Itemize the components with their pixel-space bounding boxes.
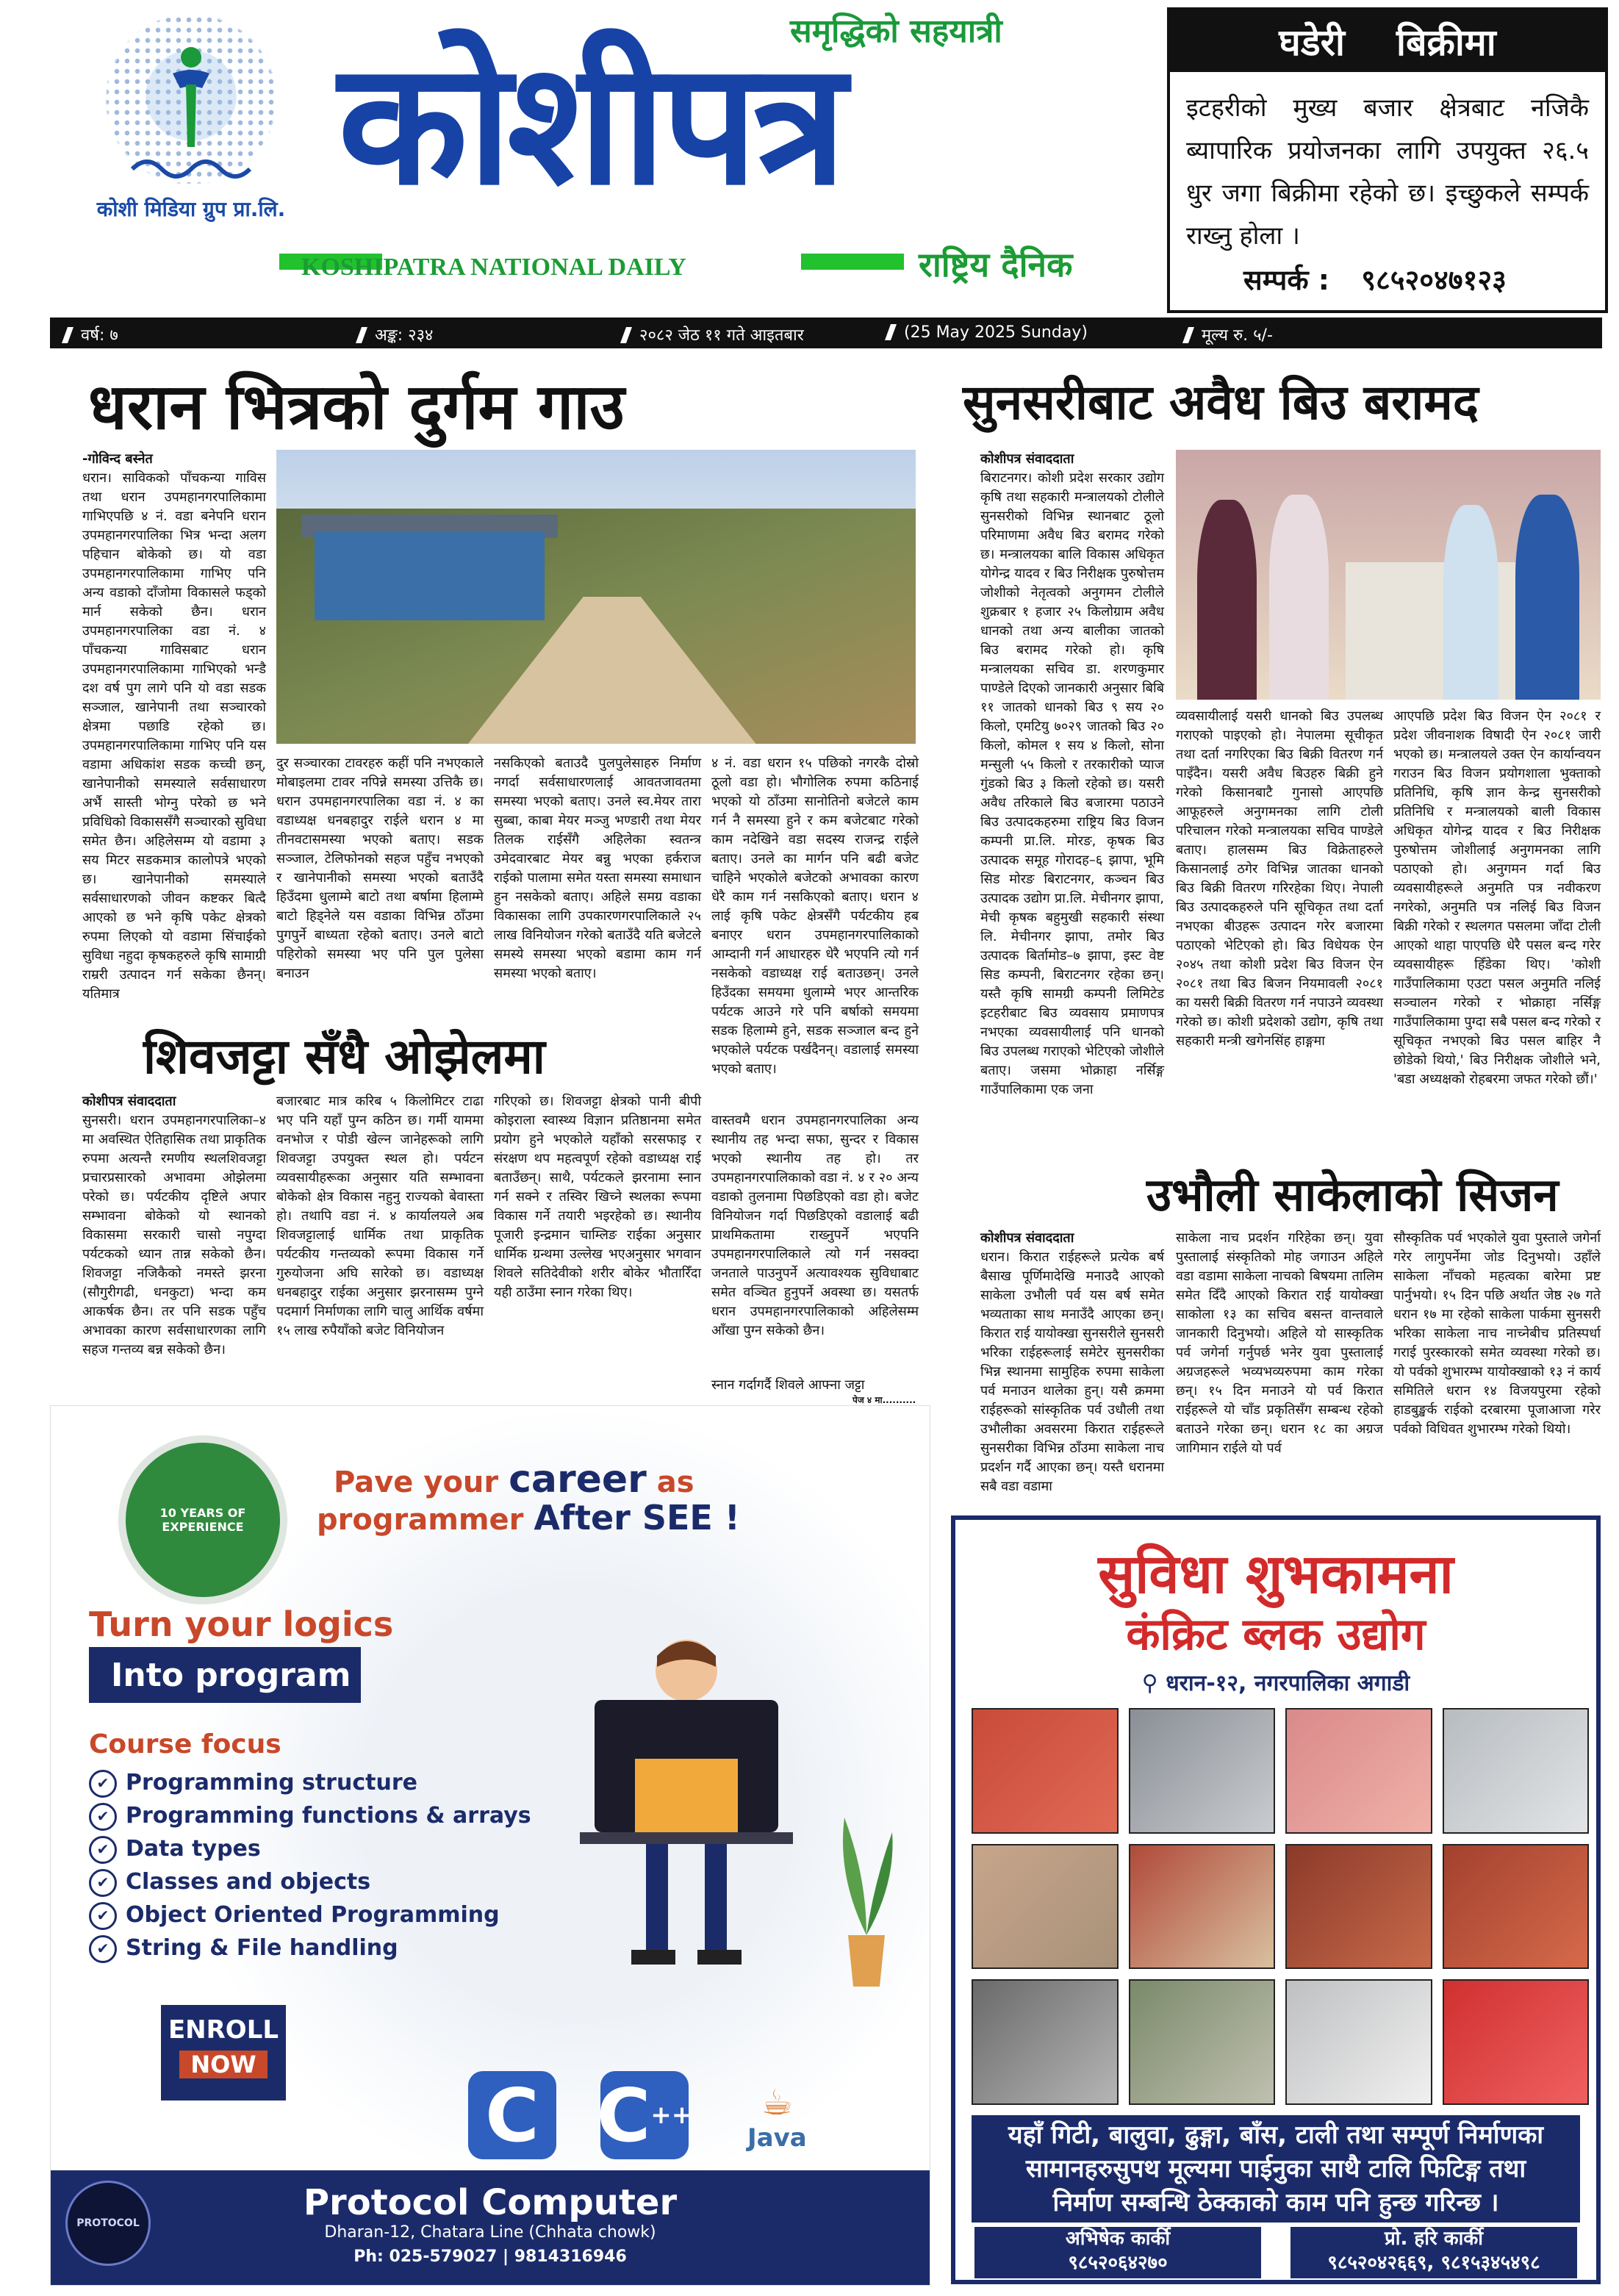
- protocol-logo: PROTOCOL: [65, 2181, 151, 2266]
- subtitle-nepali: राष्ट्रिय दैनिक: [919, 245, 1073, 284]
- logo-caption: कोशी मिडिया ग्रुप प्रा.लि.: [96, 197, 286, 221]
- story2-continuation-text: स्नान गर्दागर्दै शिवले आफ्ना जट्टा: [711, 1377, 865, 1393]
- plant-pot-icon: [830, 1803, 903, 1994]
- land-sale-ad: [1167, 7, 1608, 313]
- course-list: [89, 1766, 531, 1965]
- date-nepali: २०८२ जेठ ११ गते आइतबार: [623, 323, 804, 345]
- story2-byline: कोशीपत्र संवाददाता: [82, 1094, 176, 1109]
- product-photo: [972, 1708, 1119, 1834]
- product-photo: [1129, 1844, 1276, 1970]
- cpp-plus: ++: [650, 2101, 693, 2130]
- subtitle-english: KOSHIPATRA NATIONAL DAILY: [301, 254, 686, 281]
- story4-col1: धरान। किरात राईहरूले प्रत्येक बर्ष बैसाख पूर्णिमादेखि मनाउदै आएको साकेला उभौली पर्व यस बर्ष समेत भव्यताका साथ मनाउँदै आएका छन्। किरात राई यायोक्खा सुनसरीले सुनसरी भरिका राईहरूलाई समेटेर सुनसरीका भिन्न स्थानमा सामुहिक रुपमा साकेला पर्व मनाउन थालेका हुन्। यसै क्रममा राईहरूको सांस्कृतिक पर्व उधौली तथा उभौलीका अवसरमा किरात राईहरूले सुनसरीका विभिन्न ठाँउमा साकेला नाच प्रदर्शन गर्दै आएका छन्। यस्तै धरानमा सबै वडा वडामा: [980, 1249, 1164, 1494]
- issue-number: अङ्क: २३४: [359, 323, 433, 345]
- ad-right-title-1: सुविधा शुभकामना: [1098, 1543, 1454, 1606]
- ad-pave-text-1: Pave your: [334, 1466, 499, 1499]
- ad-turn-logics: Turn your logics: [89, 1604, 394, 1644]
- services-line-3: निर्माण सम्बन्धि ठेक्काको काम पनि हुन्छ गरिन्छ ।: [1052, 2188, 1499, 2217]
- cpp-language-icon: [596, 2071, 693, 2159]
- product-photo: [1443, 1708, 1590, 1834]
- contact-2-phone: ९८५२०४२६६९, ९८१५३४५४९८: [1327, 2252, 1540, 2274]
- cpp-letter: C: [596, 2072, 651, 2159]
- product-photo: [1129, 1708, 1276, 1834]
- masthead-tagline: समृद्धिको सहयात्री: [790, 12, 1002, 50]
- story4-col2: साकेला नाच प्रदर्शन गरिहेका छन्। युवा पुस्तालाई संस्कृतिको मोह जगाउन अहिले वडा वडामा साकेला नाचको बिषयमा तालिम समेत दिँदै आएको किरात राई यायोक्खा साकोला १३ का सचिव बसन्त वान्तवाले जानकारी दिनुभयो। अहिले यो सास्कृतिक पर्व जगेर्ना गर्नुपर्छ भनेर युवा पुस्तालाई अग्रजहरूले भव्यभव्यरुपमा काम गरेका छन्। १५ दिन मनाउने यो पर्व किरात राईहरूले यो चाँड प्रकृतिसँग सम्बन्ध रहेको बताउने गरेका छन्। धरान १८ का अग्रज जागिमान राईले यो पर्व: [1176, 1230, 1383, 1456]
- story1-col2: दुर सञ्चारका टावरहरु कहीं पनि नभएकाले मोबाइलमा टावर नपिन्ने समस्या उत्तिकै छ। धरान उपमहानगरपालिका वडा नं. ४ का वडाध्यक्ष धनबहादुर राईले धरान ४ मा तीनवटासमस्या भएको बताए। सडक सञ्जाल, टेलिफोनको सहज पहुँच नभएको र खानेपानीको समस्या भएको बताउँदै हिउँदमा धुलाम्मे बाटो तथा बर्षामा हिलाम्मे बाटो हिड्नेले यस वडाका विभिन्न ठाँउमा पुगपुर्ने बाध्यता रहेको बताए। उनले बाटो पहिरोको समस्या भए पनि पुल पुलेसा बनाउन: [276, 756, 484, 981]
- course-item: ✔ Classes and objects: [89, 1865, 531, 1898]
- story3-col3: आएपछि प्रदेश बिउ विजन ऐन २०८१ र प्रदेश जीवनाशक विषादी ऐन २०८१ जारी भएको छ। मन्त्रालयले उक्त ऐन कार्यान्वयन गराउन बिउ विजन प्रयोगशाला भुक्ताको प्रतिनिधि, कृषि ज्ञान केन्द्र सुनसरीको प्रतिनिधि र मन्त्रालयको बाली विकास अधिकृत योगेन्द्र यादव र बिउ निरीक्षक पुरुषोत्तम जोशीलाई अनुगमनका लागि पठाएको हो। अनुगमन गर्दा बिउ व्यवसायीहरूले अनुमति पत्र नवीकरण नगरेको, अनुमति पत्र नलिई बिउ विजन बिक्री गरेको र स्थलगत पसलमा जाँदा टोली आएको थाहा पाएपछि धेरै पसल बन्द गरेर व्यवसायीहरू हिँडेका थिए। 'कोशी गाउँपालिकामा एउटा पसल अनुमति नलिई सञ्चालन गरेको र भोक्राहा नर्सिङ्ग गाउँपालिकामा पुग्दा सबै पसल बन्द गरेको र सूचिकृत नभएको बिउ पसल बाहिर नै छोडेको थियो,' बिउ निरीक्षक जोशीले भने, 'बडा अध्यक्षको रोहबरमा जफत गरेको छौं।': [1393, 708, 1601, 1087]
- person-figure-icon: [165, 44, 217, 154]
- sale-contact-number: ९८५२०४७१२३: [1361, 264, 1507, 296]
- ad-right-services: [972, 2115, 1580, 2223]
- sale-heading-1: घडेरी: [1279, 21, 1345, 64]
- story1-photo-village-road: [276, 450, 916, 744]
- services-line-2: सामानहरुसुपथ मूल्यमा पाईनुका साथै टालि फिटिङ्ग तथा: [1025, 2154, 1526, 2184]
- ad-right-address: [955, 1667, 1596, 1697]
- ad-pave-text-3: as: [656, 1466, 694, 1499]
- java-language-icon: [747, 2082, 807, 2153]
- story1-headline: धरान भित्रको दुर्गम गाउ: [88, 370, 625, 444]
- product-photo: [1443, 1844, 1590, 1970]
- company-address: Dharan-12, Chatara Line (Chhata chowk): [324, 2223, 656, 2242]
- course-item: ✔ Programming structure: [89, 1766, 531, 1799]
- product-photo: [1285, 1708, 1432, 1834]
- story2-col4: वास्तवमै धरान उपमहानगरपालिका अन्य स्थानीय तह भन्दा सफा, सुन्दर र विकास भएको स्थानीय तह हो। तर उपमहानगरपालिकाको वडा नं. ४ र २० अन्य वडाको तुलनामा पिछडिएको वडा हो। बजेट विनियोजन गर्दा पिछडिएको वडालाई बढी प्राथमिकतामा राख्नुपर्ने भएपनि उपमहानगरपालिकाले त्यो गर्न नसक्दा जनताले पाउनुपर्ने अत्यावश्यक सुविधाबाट समेत वञ्चित हुनुपर्ने अवस्था छ। यसतर्फ धरान उपमहानगरपालिकाको अहिलेसम्म आँखा पुग्न सकेको छैन।: [711, 1113, 919, 1338]
- story1-col4: ४ नं. वडा धरान १५ पछिको नगरकै दोस्रो ठूलो वडा हो। भौगोलिक रुपमा कठिनाई भएको यो ठाँउमा सानोतिनो बजेटले काम गर्न नै समस्या हुने र कम बजेटबाट गरेको काम नदेखिने वडा सदस्य राजन्द्र राईले बताए। उनले का मार्गन पनि बढी बजेट चाहिने भएकोले बजेटको अभावका कारण धेरै काम गर्न नसकिएको बताए। धरान ४ लाई कृषि पकेट क्षेत्रसँगै पर्यटकीय हब बनाएर धरान उपमहानगरपालिकाको आम्दानी गर्न आधारहरु धेरै भएपनि त्यो गर्न नसकेको वडाध्यक्ष राई बताउछन्। उनले हिउँदका समयमा धुलाम्मे भएर आन्तरिक पर्यटक आउने गरे पनि बर्षाको समयमा सडक हिलाम्मे हुने, सडक सञ्जाल बन्द हुने भएकोले पर्यटक पर्खदैनन्। वडालाई समस्या भएको बताए।: [711, 756, 919, 1077]
- company-name: Protocol Computer: [303, 2182, 678, 2223]
- green-bar-right: [801, 254, 904, 270]
- ad-footer: [51, 2170, 930, 2285]
- sale-contact: [1243, 260, 1507, 298]
- programming-course-ad: [50, 1405, 930, 2286]
- coffee-cup-icon: ☕: [761, 2082, 793, 2123]
- ad-pave-after-see: After SEE !: [534, 1498, 740, 1538]
- contact-1: [974, 2227, 1261, 2278]
- course-item: ✔ Programming functions & arrays: [89, 1799, 531, 1832]
- contact-2-name: प्रो. हरि कार्की: [1384, 2228, 1484, 2250]
- publisher-logo: [66, 15, 316, 235]
- location-pin-icon: ⚲: [1141, 1671, 1166, 1696]
- sale-heading-2: बिक्रीमा: [1396, 21, 1496, 64]
- ad-right-title-2: कंक्रिट ब्लक उद्योग: [1126, 1609, 1426, 1660]
- contact-1-phone: ९८५२०६४२७०: [1068, 2252, 1168, 2274]
- company-phone: Ph: 025-579027 | 9814316946: [353, 2247, 627, 2266]
- sale-contact-label: सम्पर्क :: [1243, 264, 1330, 296]
- story2-continued-marker: पेज ४ मा..........: [852, 1395, 916, 1405]
- product-photo: [972, 1979, 1119, 2105]
- product-photo: [1285, 1979, 1432, 2105]
- volume-year: वर्ष: ७: [65, 323, 118, 345]
- ad-pave-line2: [317, 1498, 740, 1538]
- ad-right-address-text: धरान-१२, नगरपालिका अगाडी: [1166, 1671, 1410, 1696]
- sale-body: इटहरीको मुख्य बजार क्षेत्रबाट नजिकै ब्यापारिक प्रयोजनका लागि उपयुक्त २६.५ धुर जगा बिक्रीमा रहेको छ। इच्छुकले सम्पर्क राख्नु होला ।: [1186, 93, 1589, 251]
- course-item: ✔ Data types: [89, 1832, 531, 1865]
- story4-byline: कोशीपत्र संवाददाता: [980, 1230, 1074, 1246]
- enroll-now-banner: [161, 2005, 286, 2101]
- product-photo: [972, 1844, 1119, 1970]
- course-item: ✔ Object Oriented Programming: [89, 1898, 531, 1931]
- course-item: ✔ String & File handling: [89, 1931, 531, 1965]
- contact-2: [1290, 2227, 1577, 2278]
- story3-col2: व्यवसायीलाई यसरी धानको बिउ उपलब्ध गराएको पाइएको हो। नेपालमा सूचीकृत तथा दर्ता नगरिएका बिउ बिक्री वितरण गर्न पाइँदैन। यसरी अवैध बिउहरु बिक्री हुने गरेको किसानबाटै गुनासो आएपछि आफूहरुले अनुगमनका लागि टोली परिचालन गरेको मन्त्रालयका सचिव पाण्डेले बताए। हालसम्म बिउ विक्रेताहरुले किसानलाई ठगेर विभिन्न जातका धानको बिउ बिक्री वितरण गरिरहेका थिए। नेपाली बिउ उत्पादकहरुले पनि सूचिकृत तथा दर्ता नभएका बीउहरू उत्पादन गरेर बजारमा पठाएको भेटिएको हो। बिउ विधेयक ऐन २०४५ तथा कोशी प्रदेश बिउ विजन ऐन २०८१ तथा बिउ बिजन नियमावली २०८१ का यसरी बिक्री वितरण गर्न नपाउने व्यवस्था गरेको छ। कोशी प्रदेशको उद्योग, कृषि तथा सहकारी मन्त्री खगेनसिंह हाङ्गमा: [1176, 708, 1383, 1049]
- product-photo: [1129, 1979, 1276, 2105]
- ad-course-focus: Course focus: [89, 1729, 281, 1759]
- enroll-text: ENROLL: [168, 2015, 279, 2045]
- date-english: (25 May 2025 Sunday): [888, 323, 1088, 342]
- experience-badge: 10 YEARS OF EXPERIENCE: [118, 1435, 287, 1604]
- sale-heading: [1170, 10, 1605, 72]
- ad-pave-line1: [334, 1457, 694, 1502]
- story2-headline: शिवजट्टा सँधै ओझेलमा: [143, 1028, 545, 1085]
- services-line-1: यहाँ गिटी, बालुवा, ढुङ्गा, बाँस, टाली तथा सम्पूर्ण निर्माणका: [1008, 2120, 1544, 2150]
- product-photo: [1285, 1844, 1432, 1970]
- story3-photo-officials: [1176, 450, 1601, 700]
- newspaper-title: कोशीपत्र: [338, 26, 842, 223]
- product-photo-grid: [972, 1708, 1589, 2105]
- masthead: [301, 7, 1146, 284]
- story2-col3: गरिएको छ। शिवजट्टा क्षेत्रको पानी बीपी कोइराला स्वास्थ्य विज्ञान प्रतिष्ठानमा समेत प्रयोग हुने भएकोले यहाँको सरसफाइ र संरक्षण थप महत्वपूर्ण रहेको वडाध्यक्ष राई बताउँछन्। साथै, पर्यटकले झरनामा स्नान गर्न सक्ने र तस्विर खिच्ने स्थलका रूपमा विकास गर्ने तयारी भइरहेको छ। स्थानीय पूजारी इन्द्रमान चाम्लिङ राईका अनुसार धार्मिक ग्रन्थमा उल्लेख भएअनुसार भगवान शिवले सतिदेवीको शरीर बोकेर भौतारिँदा यही ठाउँमा स्नान गरेका थिए।: [494, 1094, 701, 1300]
- story2-col1: सुनसरी। धरान उपमहानगरपालिका–४ मा अवस्थित ऐतिहासिक तथा प्राकृतिक रुपमा अत्यन्तै रमणीय स्थलशिवजट्टा प्रचारप्रसारको अभावमा ओझेलमा परेको छ। पर्यटकीय दृष्टिले अपार सम्भावना बोकेको यो स्थानको विकासमा सरकारी चासो नपुग्दा पर्यटकको ध्यान तान्न सकेको छैन। शिवजट्टा नजिकैको नमस्ते झरना (सौगुरीगढी, धनकुटा) भन्दा कम आकर्षक छैन। तर पनि सडक पहुँच अभावका कारण सर्वसाधारणका लागि सहज गन्तव्य बन्न सकेको छैन।: [82, 1113, 266, 1357]
- story1-col3: नसकिएको बताउदै पुलपुलेसाहरु निर्माण नगर्दा सर्वसाधारणलाई आवतजावतमा समस्या भएको बताए। उनले स्व.मेयर तारा सुब्बा, काबा मेयर मञ्जु भण्डारी तथा मेयर तिलक राईसँगै अहिलेका स्वतन्त्र उमेदवारबाट मेयर बन्नु भएका हर्कराज राईको पालामा समेत यस्ता समस्या समाधान हुन नसकेको बताए। अहिले समग्र वडाका विकासका लागि उपकारणगरपालिकाले २५ लाख विनियोजन गरेको बताउँदै यति बजेटले समस्ये समस्या भएको बडामा काम गर्न समस्या भएको बताए।: [494, 756, 701, 981]
- concrete-block-ad: [951, 1515, 1601, 2284]
- ad-pave-career: career: [509, 1457, 647, 1502]
- now-text: NOW: [179, 2051, 268, 2078]
- price: मूल्य रु. ५/-: [1185, 323, 1273, 345]
- contact-1-name: अभिषेक कार्की: [1065, 2228, 1171, 2250]
- story3-byline: कोशीपत्र संवाददाता: [980, 451, 1074, 467]
- story3-col1: बिराटनगर। कोशी प्रदेश सरकार उद्योग कृषि तथा सहकारी मन्त्रालयको टोलीले सुनसरीको विभिन्न स्थानबाट ठूलो परिमाणमा अवैध बिउ बरामद गरेको छ। मन्त्रालयका बालि विकास अधिकृत योगेन्द्र यादव र बिउ निरीक्षक पुरुषोत्तम जोशीको नेतृत्वको अनुगमन टोलीले शुक्रबार १ हजार २५ किलोग्राम अवैध धानको तथा अन्य बालीका जातको बिउ बरामद गरेको हो। कृषि मन्त्रालयका सचिव डा. शरणकुमार पाण्डेले दिएको जानकारी अनुसार बिबि ११ जातको धानको बिउ ९ सय २० किलो, एमटियु ७०२९ जातको बिउ २० किलो, कोमल १ सय ४ किलो, सोना मन्सुली ५५ किलो र तरकारीको प्याज गुंडको बिउ ३ किलो रहेको छ। यसरी अवैध तरिकाले बिउ बजारमा पठाउने बिउ उत्पादकहरुमा राष्ट्रिय बिउ विजन कम्पनी प्रा.लि. मोरङ, कृषक बिउ उत्पादक समूह गोरादह–६ झापा, भूमि सिड मोरङ बिराटनगर, कञ्चन बिउ उत्पादक उद्योग प्रा.लि. मेचीनगर झापा, मेची कृषक बहुमुखी सहकारी संस्था लि. मेचीनगर झापा, तमोर बिउ उत्पादक बिर्तामोड–७ झापा, इस्ट वेष्ट सिड कम्पनी, बिराटनगर रहेका छन्। यस्तै कृषि सामग्री कम्पनी लिमिटेड इटहरीबाट बिउ व्यवसाय प्रमाणपत्र नभएका व्यवसायीलाई पनि धानको बिउ उपलब्ध गराएको भेटिएको जोशीले बताए। जसमा भोक्राहा नर्सिङ्ग गाउँपालिकामा एक जना: [980, 470, 1164, 1097]
- story1-col1: धरान। साविकको पाँचकन्या गाविस तथा धरान उपमहानगरपालिकामा गाभिएपछि ४ नं. वडा बनेपनि धरान उपमहानगरपालिका भित्र भन्दा अलग पहिचान बोकेको छ। यो वडा उपमहानगरपालिकामा गाभिए पनि अन्य वडाको दाँजोमा विकासले फड्को मार्न सकेको छैन। धरान उपमहानगरपालिका वडा नं. ४ पाँचकन्या गाविसबाट धरान उपमहानगरपालिकामा गाभिएको भन्डै दश वर्ष पुग लागे पनि यो वडा सडक सञ्जाल, खानेपानी तथा सञ्चारको क्षेत्रमा पछाडि रहेको छ। उपमहानगरपालिकामा गाभिए पनि यस वडामा अधिकांश सडक कच्ची छन्, खानेपानीको समस्याले सर्वसाधारण अर्भै सास्ती भोग्नु परेको छ भने प्रविधिको विकाससँगै सञ्चारको सुविधा समेत छैन। अहिलेसम्म यो वडामा ३ सय मिटर सडकमात्र कालोपत्रे भएको छ। खानेपानीको समस्याले सर्वसाधारणको जीवन कष्टकर बित्दै आएको छ भने कृषि पकेट क्षेत्रको रुपमा लिएको यो वडामा सिंचाईको सुविधा नहुदा कृषकहरुले कृषि सामाग्री राम्ररी उत्पादन गर्न सकेका छैनन्। यतिमात्र: [82, 470, 266, 1002]
- story4-headline: उभौली साकेलाको सिजन: [1146, 1168, 1559, 1221]
- java-label: Java: [747, 2123, 807, 2153]
- product-photo: [1443, 1979, 1590, 2105]
- c-language-icon: C: [468, 2071, 556, 2159]
- programmer-illustration: [565, 1626, 808, 1979]
- ad-into-program: Into program: [89, 1647, 361, 1703]
- issue-info-bar: [50, 318, 1602, 348]
- water-wave-icon: [132, 151, 250, 180]
- story1-byline: -गोविन्द बस्नेत: [82, 451, 153, 467]
- story2-col2: बजारबाट मात्र करिब ५ किलोमिटर टाढा भए पनि यहाँ पुग्न कठिन छ। गर्मी याममा वनभोज र पोडी खेल्न जानेहरूको लागि शिवजट्टा उपयुक्त स्थल हो। पर्यटन व्यवसायीहरूका अनुसार यति सम्भावना बोकेको क्षेत्र विकास नहुनु राज्यको बेवास्ता हो। तथापि वडा नं. ४ कार्यालयले अब शिवजट्टालाई धार्मिक तथा प्राकृतिक पर्यटकीय गन्तव्यको रूपमा विकास गर्ने गुरुयोजना अघि सारेको छ। वडाध्यक्ष धनबहादुर राईका अनुसार झरनासम्म पुग्ने पदमार्ग निर्माणका लागि चालु आर्थिक वर्षमा १५ लाख रुपैयाँको बजेट विनियोजन: [276, 1094, 484, 1338]
- ad-pave-programmer: programmer: [317, 1503, 524, 1537]
- story3-headline: सुनसरीबाट अवैध बिउ बरामद: [963, 374, 1479, 431]
- ad-right-contacts: [955, 2227, 1596, 2278]
- story4-col3: सौस्कृतिक पर्व भएकोले युवा पुस्ताले जगेर्ना गरेर लागुपर्नेमा जोड दिनुभयो। उहाँले साकेला नाँचको महत्वका बारेमा प्रष्ट पार्नुभयो। १५ दिन पछि अर्थात जेष्ठ २७ गते धरान १७ मा रहेको साकेला पार्कमा सुनसरी भरिका साकेला नाच नाच्नेबीच प्रतिस्पर्धा गराई पुरस्कारको समेत व्यवस्था गरेको छ। यो पर्वको शुभारम्भ यायोक्खाको १३ नं कार्य समितिले धरान १४ विजयपुरमा रहेको हाडबुङ्खर्क राईको दरबारमा पूजाआजा गरेर पर्वको विधिवत शुभारम्भ गरेको थियो।: [1393, 1230, 1601, 1437]
